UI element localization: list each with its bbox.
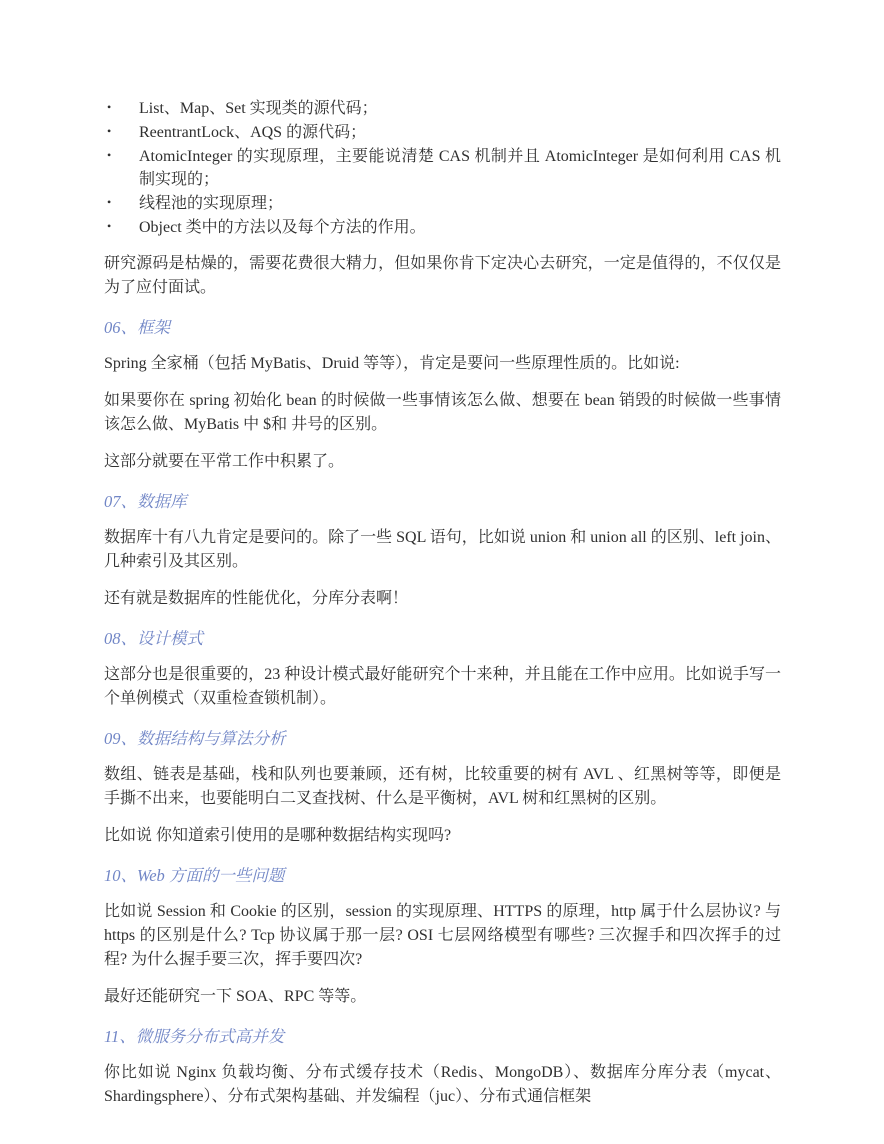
paragraph-spring-detail: 如果要你在 spring 初始化 bean 的时候做一些事情该怎么做、想要在 bean 销毁的时候做一些事情该怎么做、MyBatis 中 $和 井号的区别。 (104, 392, 781, 433)
list-item-text: List、Map、Set 实现类的源代码； (139, 100, 378, 117)
section-heading-11-microservice: 11、微服务分布式高并发 (104, 1027, 285, 1046)
paragraph-spring-intro: Spring 全家桶（包括 MyBatis、Druid 等等），肯定是要问一些原理性质的。比如说: (104, 355, 680, 372)
list-item-text: ReentrantLock、AQS 的源代码； (139, 124, 367, 141)
list-item-text: 线程池的实现原理； (139, 195, 284, 212)
list-item (104, 192, 781, 215)
list-item (104, 216, 781, 239)
paragraph-spring-note: 这部分就要在平常工作中积累了。 (104, 453, 345, 470)
section-heading-07-database: 07、数据库 (104, 492, 187, 511)
section-heading-10-web: 10、Web 方面的一些问题 (104, 866, 285, 885)
list-item-text: AtomicInteger 的实现原理，主要能说清楚 CAS 机制并且 AtomicInteger 是如何利用 CAS 机制实现的； (139, 148, 781, 188)
list-item (104, 145, 781, 191)
list-item (104, 97, 781, 120)
bullet-icon: • (107, 100, 112, 114)
paragraph-database-main: 数据库十有八九肯定是要问的。除了一些 SQL 语句，比如说 union 和 union all 的区别、left join、几种索引及其区别。 (104, 529, 781, 570)
paragraph-data-structure-main: 数组、链表是基础，栈和队列也要兼顾，还有树，比较重要的树有 AVL 、红黑树等等，即便是手撕不出来，也要能明白二叉查找树、什么是平衡树，AVL 树和红黑树的区别。 (104, 766, 781, 807)
section-heading-08-design-pattern: 08、设计模式 (104, 629, 203, 648)
bullet-icon: • (107, 219, 112, 233)
paragraph-database-note: 还有就是数据库的性能优化，分库分表啊！ (104, 590, 409, 607)
paragraph-data-structure-note: 比如说 你知道索引使用的是哪种数据结构实现吗? (104, 827, 452, 844)
paragraph-microservice: 你比如说 Nginx 负载均衡、分布式缓存技术（Redis、MongoDB）、数据库分库分表（mycat、Shardingsphere）、分布式架构基础、并发编程（juc）、分布式通信框架 (104, 1064, 781, 1105)
paragraph-web-note: 最好还能研究一下 SOA、RPC 等等。 (104, 988, 367, 1005)
bullet-icon: • (107, 124, 112, 138)
paragraph-design-pattern: 这部分也是很重要的，23 种设计模式最好能研究个十来种，并且能在工作中应用。比如说手写一个单例模式（双重检查锁机制）。 (104, 666, 781, 707)
bullet-icon: • (107, 148, 112, 162)
section-heading-06-framework: 06、框架 (104, 318, 170, 337)
paragraph-source-study: 研究源码是枯燥的，需要花费很大精力，但如果你肯下定决心去研究，一定是值得的，不仅仅是为了应付面试。 (104, 255, 781, 296)
bullet-list (104, 97, 781, 239)
paragraph-web-main: 比如说 Session 和 Cookie 的区别，session 的实现原理、HTTPS 的原理，http 属于什么层协议? 与 https 的区别是什么? Tcp 协议属于那一层? OSI 七层网络模型有哪些? 三次握手和四次挥手的过程? 为什么握手要三次，挥手要四次? (104, 903, 781, 968)
list-item (104, 121, 781, 144)
section-heading-09-data-structure: 09、数据结构与算法分析 (104, 729, 286, 748)
bullet-icon: • (107, 195, 112, 209)
list-item-text: Object 类中的方法以及每个方法的作用。 (139, 219, 426, 236)
